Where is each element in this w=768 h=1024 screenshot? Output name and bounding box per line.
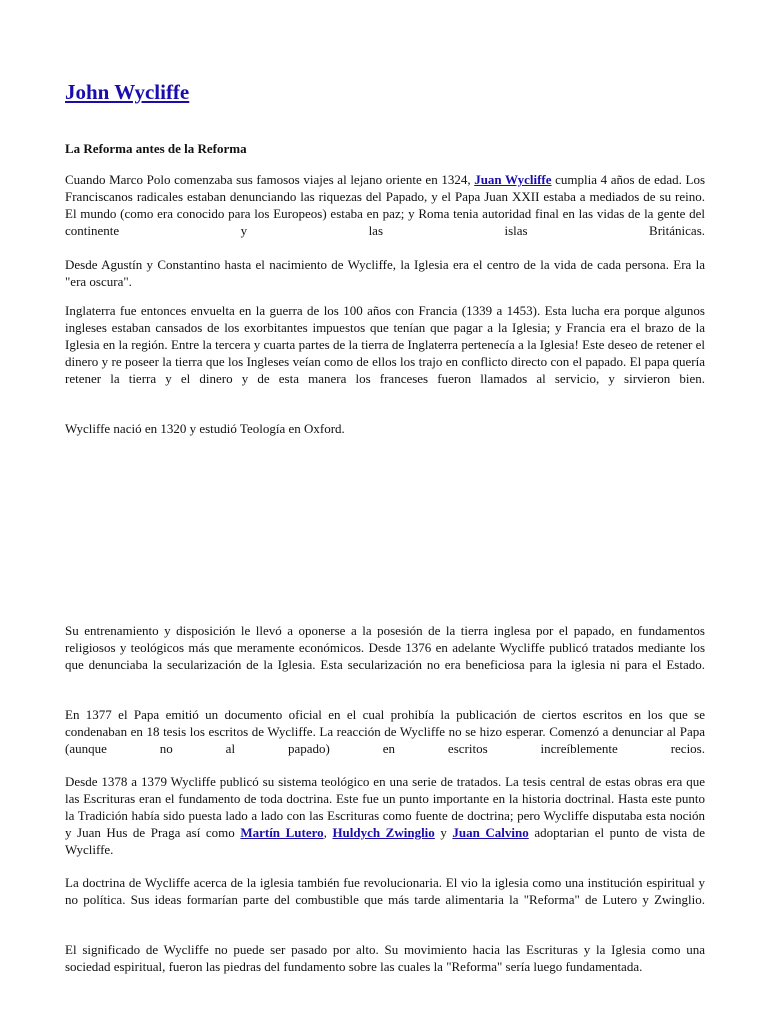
- paragraph-3: Inglaterra fue entonces envuelta en la guerra de los 100 años con Francia (1339 a 1453). Esta lucha era porque algunos ingleses estaban cansados de los exorbitantes impuestos que tenían que pagar a la Iglesia; y Francia era el brazo de la Iglesia en la región. Entre la tercera y cuarta partes de la tierra de Inglaterra pertenecía a la Iglesia! Este deseo de retener el dinero y re poseer la tierra que los Ingleses veían como de ellos los trajo en conflicto directo con el papado. El papa quería retener la tierra y el dinero y de esta manera los franceses fueron llamados al servicio, y sirvieron bien.: [65, 303, 705, 386]
- paragraph-5: Su entrenamiento y disposición le llevó a oponerse a la posesión de la tierra inglesa por el papado, en fundamentos religiosos y teológicos más que meramente económicos. Desde 1376 en adelante Wycliffe publicó tratados mediante los que denunciaba la secularización de la Iglesia. Esta secularización no era beneficiosa para la iglesia ni para el Estado.: [65, 623, 705, 672]
- paragraph-7-sep-2: y: [434, 825, 453, 840]
- paragraph-6: En 1377 el Papa emitió un documento oficial en el cual prohibía la publicación de ciertos escritos en los que se condenaban en 18 tesis los escritos de Wycliffe. La reacción de Wycliffe no se hizo esperar. Comenzó a denunciar al Papa (aunque no al papado) en escritos increíblemente recios.: [65, 707, 705, 756]
- page-title: [65, 78, 189, 106]
- paragraph-7-text-b: adoptarian el punto de vista de Wycliffe.: [65, 825, 706, 857]
- link-juan-wycliffe[interactable]: Juan Wycliffe: [474, 172, 552, 187]
- link-juan-calvino[interactable]: Juan Calvino: [452, 825, 529, 840]
- paragraph-8: La doctrina de Wycliffe acerca de la iglesia también fue revolucionaria. El vio la iglesia como una institución espiritual y no política. Sus ideas formarían parte del combustible que más tarde alimentaria la "Reforma" de Lutero y Zwinglio.: [65, 875, 705, 907]
- paragraph-1: [65, 171, 705, 239]
- paragraph-4: Wycliffe nació en 1320 y estudió Teología en Oxford.: [65, 421, 345, 436]
- title-link[interactable]: John Wycliffe: [65, 80, 190, 104]
- link-martin-lutero[interactable]: Martín Lutero: [240, 825, 324, 840]
- paragraph-1-text-a: Cuando Marco Polo comenzaba sus famosos viajes al lejano oriente en 1324,: [65, 172, 475, 187]
- paragraph-2: Desde Agustín y Constantino hasta el nacimiento de Wycliffe, la Iglesia era el centro de la vida de cada persona. Era la "era oscura".: [65, 257, 705, 289]
- paragraph-7-sep-1: ,: [323, 825, 333, 840]
- paragraph-9: El significado de Wycliffe no puede ser pasado por alto. Su movimiento hacia las Escrituras y la Iglesia como una sociedad espiritual, fueron las piedras del fundamento sobre las cuales la "Reforma" sería luego fundamentada.: [65, 942, 705, 974]
- link-huldych-zwinglio[interactable]: Huldych Zwinglio: [332, 825, 435, 840]
- paragraph-1-text-b: cumplia 4 años de edad. Los Franciscanos radicales estaban denunciando las riquezas del Papado, y el Papa Juan XXII estaba a mediados de su reino. El mundo (como era conocido para los Europeos) estaba en paz; y Roma tenia autoridad final en las vidas de la gente del continente y las islas Británicas.: [65, 172, 706, 238]
- paragraph-7-text-a: Desde 1378 a 1379 Wycliffe publicó su sistema teológico en una serie de tratados. La tesis central de estas obras era que las Escrituras eran el fundamento de toda doctrina. Este fue un punto importante en la historia doctrinal. Hasta este punto la Tradición había sido puesta lado a lado con las Escrituras como fuente de doctrina; pero Wycliffe disputaba esta noción y Juan Hus de Praga así como: [65, 774, 705, 840]
- section-subtitle: La Reforma antes de la Reforma: [65, 141, 247, 156]
- paragraph-7: [65, 773, 705, 858]
